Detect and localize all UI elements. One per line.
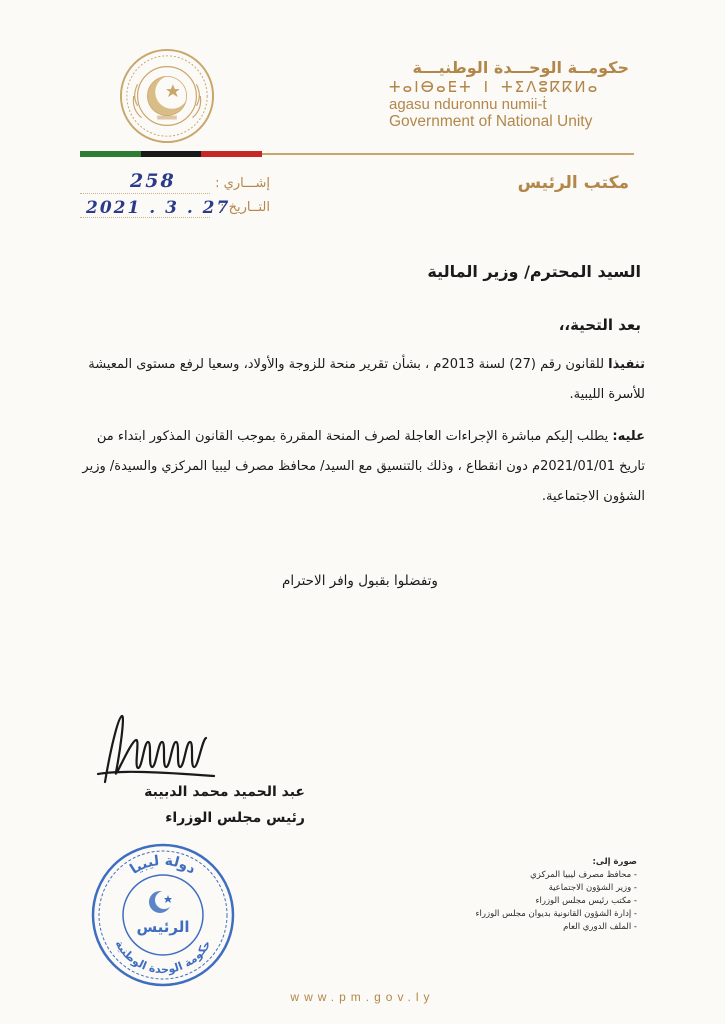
flag-stripe-black [171, 151, 201, 157]
flag-stripe-green [110, 151, 140, 157]
date-label: التــاريخ : [220, 200, 270, 215]
crescent-star-emblem-icon [118, 47, 216, 145]
official-stamp [88, 840, 238, 990]
cc-item: - محافظ مصرف ليبيا المركزي [530, 870, 637, 880]
office-title: مكتب الرئيس [517, 173, 629, 193]
government-header [389, 58, 629, 131]
signatory-name: عبد الحميد محمد الدبيبة [144, 784, 305, 800]
flag-stripe-black [141, 151, 171, 157]
reference-value: 258 [130, 170, 176, 192]
stamp-center-text: الرئيس [136, 918, 190, 936]
reference-dots [80, 193, 210, 194]
reference-row [80, 170, 280, 198]
paragraph-2-text: يطلب إليكم مباشرة الإجراءات العاجلة لصرف المنحة المقررة بموجب القانون المذكور ابتداء من تاريخ 2021/01/01م دون انقطاع ، وذلك بالتنسيق مع السيد/ محافظ مصرف ليبيا المركزي والسيدة/ وزير الشؤون الاجتماعية. [82, 429, 645, 504]
cc-item: - الملف الدوري العام [563, 922, 637, 932]
signatory-title: رئيس مجلس الوزراء [165, 810, 305, 826]
header-divider [262, 153, 634, 155]
government-name-arabic: حكومــة الوحـــدة الوطنيـــة [412, 58, 629, 77]
paragraph-1-text: للقانون رقم (27) لسنة 2013م ، بشأن تقرير منحة للزوجة والأولاد، وسعيا لرفع مستوى المعيشة للأسرة الليبية. [88, 357, 645, 402]
date-row [80, 200, 280, 222]
flag-stripe-red [201, 151, 231, 157]
paragraph-1-lead: تنفيذا [608, 357, 645, 372]
addressee: السيد المحترم/ وزير المالية [427, 262, 641, 281]
cc-list [437, 856, 637, 934]
stamp-bottom-text: حكومة الوحدة الوطنية [112, 937, 214, 977]
footer-website: www.pm.gov.ly [290, 990, 435, 1004]
date-value: 2021 . 3 . 27 [86, 198, 231, 218]
flag-stripe-red [232, 151, 262, 157]
flag-stripe-green [80, 151, 110, 157]
government-name-english: Government of National Unity [389, 113, 593, 130]
cc-item: - مكتب رئيس مجلس الوزراء [535, 896, 637, 906]
cc-item: - إدارة الشؤون القانونية بديوان مجلس الوزراء [475, 909, 637, 919]
paragraph-2 [80, 422, 645, 512]
cc-item: - وزير الشؤون الاجتماعية [548, 883, 637, 893]
paragraph-1 [80, 350, 645, 410]
closing-line: وتفضلوا بقبول وافر الاحترام [282, 573, 438, 589]
handwritten-signature [90, 712, 220, 792]
flag-color-bar [80, 151, 262, 157]
government-name-tifinagh: ⵜⴰⵏⴱⴰⴹⵜ ⵏ ⵜⵉⴷⵓⴽⴽⵍⴰ [389, 78, 600, 96]
cc-heading: صورة إلى: [592, 857, 637, 867]
government-name-latin: agasu nduronnu numii-ṫ [389, 96, 547, 113]
stamp-top-text: دولة ليبيا [127, 852, 199, 878]
reference-label: إشـــاري : [215, 176, 270, 191]
greeting: بعد التحية،، [558, 316, 641, 334]
paragraph-2-lead: عليه: [612, 429, 645, 444]
